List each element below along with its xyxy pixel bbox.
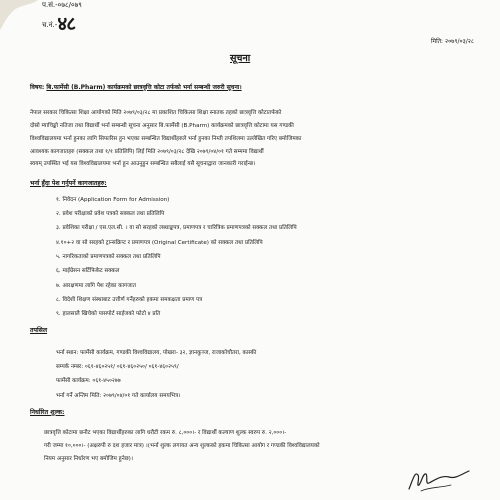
document-item: ७. आरक्षणमा लागि पेश रहेका कागजात [56, 283, 136, 289]
admission-location: भर्ना स्थान: फार्मेसी कार्यक्रम, गण्डकी विश्वविद्यालय, पोखरा- ३२, ज्ञानकुञ्ज, राजाकोचौतरा, कास्की [56, 350, 257, 356]
dispatch-number [42, 13, 76, 35]
letter-number: प.सं.-०७८/०७९ [42, 1, 82, 9]
subject-text: बि.फार्मेसी (B.Pharm) कार्यक्रमको छात्रवृत्ति कोटा तर्फको भर्ना सम्बन्धी जरुरी सूचना। [46, 84, 242, 91]
fee-heading: निर्धारित शुल्क: [30, 409, 65, 416]
signature [405, 465, 475, 495]
contact-numbers: सम्पर्क नम्बर: ०६१-४६०२५१/ ०६१-४६०२५०/ ०६१-४६०२५९/ [56, 364, 179, 370]
document-item: १. निवेदन (Application Form for Admission) [56, 197, 170, 203]
document-item: ३. प्रवेशिका परीक्षा / एस.एल.सी. । वा सो सरहको लब्धाङ्कपत्र, प्रमाणपत्र र चारित्रिक प्रमाणपत्रको सक्कल तथा प्रतिलिपि [56, 225, 297, 231]
pharmacy-program-phone: फार्मेसी कार्यक्रम: ०६१-४५०२७७ [56, 378, 121, 384]
admission-deadline: भर्ना गर्ने अन्तिम मिति: २०७९/०४/०१ गते कार्यालय समयभित्र। [56, 393, 181, 399]
details-heading: तपसिल [30, 327, 48, 334]
document-item: ४.१०+२ वा सो सरहको ट्रान्सक्रिप्ट र प्रमाणपत्र (Original Certificate) को सक्कल तथा प्रतिलिपि [56, 240, 263, 246]
document-item: ५. नागरिकताको प्रमाणपत्रको सक्कल तथा प्रतिलिपि [56, 254, 161, 260]
fee-line: गरी जम्मा १०,०००।- (अक्षरुपी रु दश हजार मात्र) ।(भर्ना शुल्क लगायत अन्य शुल्कको हकमा चिकित्सा आयोग र गण्डकी विश्वविद्यालयको [44, 443, 320, 449]
corner-smudge [0, 0, 40, 30]
document-item: ८. विदेशी शिक्षण संस्थाबाट उत्तीर्ण गर्नेहरुको हकमा समकक्षता प्रमाण पत्र [56, 297, 203, 303]
body-line: दोस्रो म्याचिङ्को नतिजा तथा विद्यार्थी भर्ना सम्बन्धी सूचना अनुसार बि.फार्मेसी (B.Pharm) कार्यक्रमको छात्रवृत्ति कोटामा यस गण्डकी [30, 123, 294, 129]
document-item: ६. माईग्रेसन सर्टिफिकेट सक्कल [56, 268, 120, 274]
document-item: ९. हालसालै खिचेको पासपोर्ट साईजको फोटो ४ प्रति [56, 311, 161, 317]
subject-label: विषय: [30, 84, 45, 91]
dispatch-value: ४८ [57, 13, 76, 35]
fee-line: छात्रवृत्ति कोटामा छनौट भएका विद्यार्थीहरुका लागि धरौटी रकम रु. ८,०००।- र विद्यार्थी कल्याण शुल्क स्वरुप रु. २,०००।- [44, 430, 287, 436]
body-line: नेपाल सरकार चिकित्सा शिक्षा आयोगको मिति २०७९/०३/२८ मा प्रकाशित चिकित्सा शिक्षा स्नातक तहको छात्रवृत्ति कोटातर्फको [30, 110, 282, 116]
fee-line: नियम अनुसार निर्धारण भए बमोजिम हुनेछ)। [44, 456, 133, 462]
body-line: विश्वविद्यालयमा भर्ना हुनका लागि सिफारिस हुन भएका सम्बन्धित विद्यार्थीहरुले भर्ना हुनका निम्ती तपशिलमा उल्लेखित गरिए बमोजिमका [30, 136, 302, 142]
document-item: २. प्रवेश परीक्षाको प्रवेश पत्रको सक्कल तथा प्रतिलिपि [56, 211, 165, 217]
body-line: आवश्यक कागजातहरु (सक्कल तथा १/१ प्रतिलिपि) लिई मिति २०७९/०३/२८ देखि २०७९/०४/०१ गते सम्ममा विद्यार्थी [30, 149, 264, 155]
page-title: सूचना [230, 53, 251, 64]
notice-subject [30, 84, 242, 91]
body-line: स्वयम् उपस्थित भई यस विश्वविद्यालयमा भर्ना हुन आउनुहुन सम्बन्धित सबैलाई यसै सूचनाद्वारा जानकारी गराईन्छ। [30, 161, 256, 167]
dispatch-prefix: च.नं.- [42, 21, 58, 29]
notice-date: मिति: २०७९/०३/२८ [430, 38, 474, 45]
documents-heading: भर्ना हुँदा पेश गर्नुपर्ने कागजातहरु: [30, 180, 107, 187]
